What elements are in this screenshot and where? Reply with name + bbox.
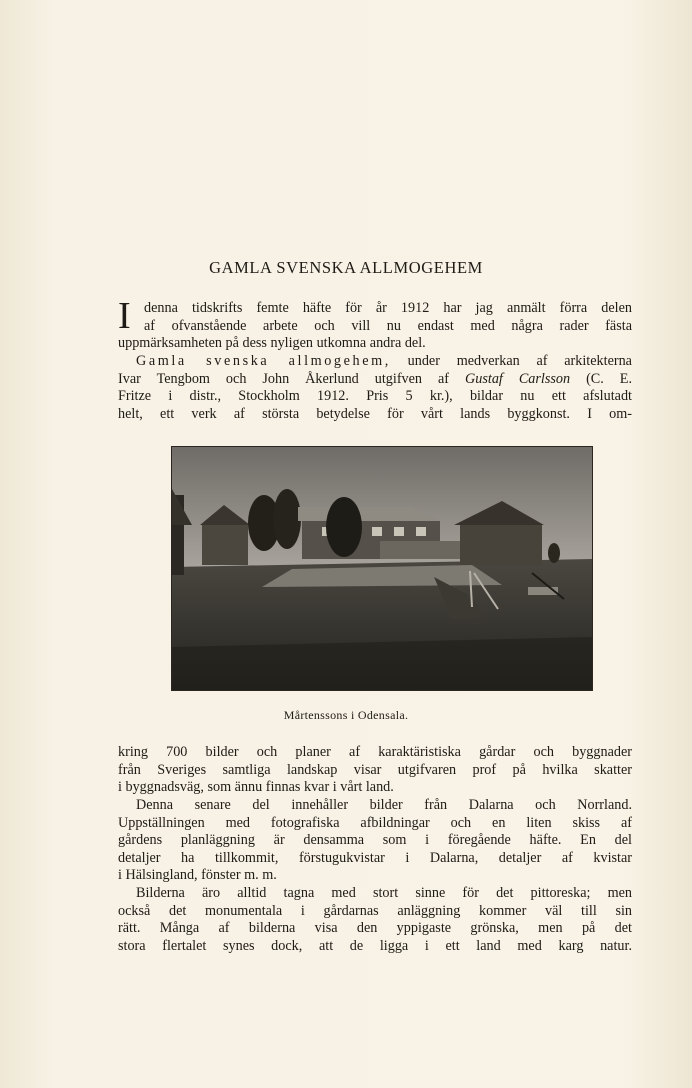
text-line: af ofvanstående arbete och vill nu endast med några rader fästa [144,317,632,334]
text-line: denna tidskrifts femte häfte för år 1912 har jag anmält förra delen [144,300,632,316]
text-line: rätt. Många af bilderna visa den yppigaste grönska, men på det [118,920,632,937]
paragraph-3 [118,744,632,797]
text-line: i byggnadsväg, som ännu finnas kvar i vårt land. [118,779,394,796]
text-line: Denna senare del innehåller bilder från Dalarna och Norrland. [136,797,632,813]
text-line: detaljer ha tillkommit, förstugukvistar i Dalarna, detaljer af kvistar [118,849,632,866]
paragraph-2 [118,353,632,423]
text-line [118,353,632,371]
text-line: gårdens planläggning är densamma som i föregående häfte. En del [118,832,632,849]
farmstead-photo [171,446,593,691]
paragraph-4 [118,797,632,885]
photo-caption: Mårtenssons i Odensala. [283,708,409,722]
text-fragment: (C. E. [570,370,633,387]
author-name: Gustaf Carlsson [465,370,571,387]
text-fragment: under medverkan af arkitekterna [390,353,632,369]
text-line: kring 700 bilder och planer af karaktäristiska gårdar och byggnader [118,744,632,760]
book-title-spaced: Gamla svenska allmogehem, [136,353,391,369]
text-line: uppmärksamheten på dess nyligen utkomna andra del. [118,335,426,352]
text-line: Uppställningen med fotografiska afbildningar och en liten skiss af [118,814,632,831]
text-line: från Sveriges samtliga landskap visar utgifvaren prof på hvilka skatter [118,761,632,778]
text-line: i Hälsingland, fönster m. m. [118,867,277,884]
text-line: också det monumentala i gårdarnas anläggning kommer väl till sin [118,902,632,919]
drop-cap: I [118,295,131,337]
text-line: Fritze i distr., Stockholm 1912. Pris 5 kr.), bildar nu ett afslutadt [118,388,632,405]
article-title: GAMLA SVENSKA ALLMOGEHEM [209,258,483,277]
paragraph-5 [118,885,632,955]
text-fragment: Ivar Tengbom och John Åkerlund utgifven af [118,370,466,387]
text-line: Bilderna äro alltid tagna med stort sinne för det pittoreska; men [136,885,632,901]
text-line: helt, ett verk af största betydelse för vårt lands byggkonst. I om- [118,405,632,422]
paragraph-1 [118,295,632,353]
text-line: stora flertalet synes dock, att de ligga i ett land med karg natur. [118,937,632,954]
text-line [118,371,632,389]
